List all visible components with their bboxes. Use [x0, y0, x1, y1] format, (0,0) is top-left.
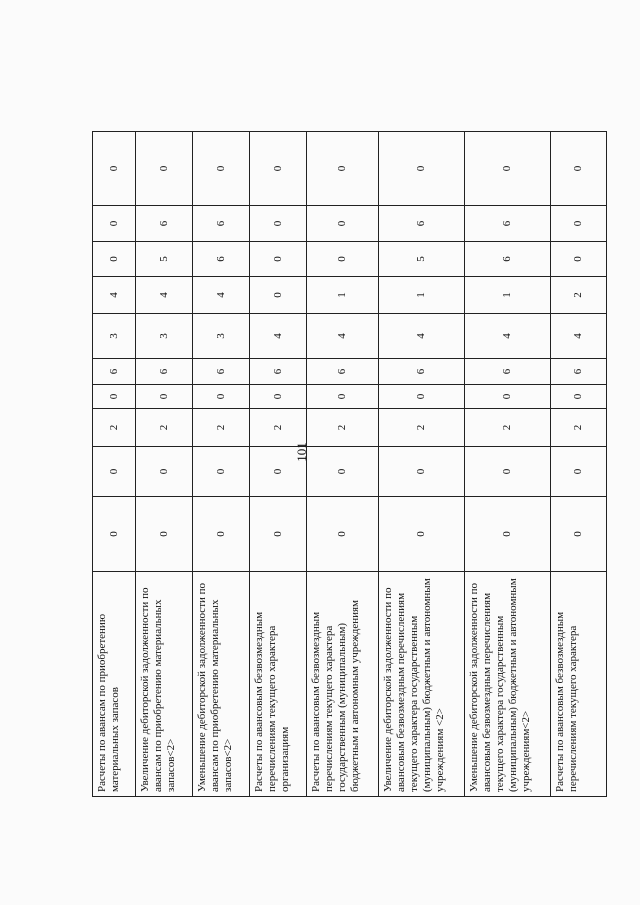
code-digit-cell: 6: [465, 242, 551, 277]
account-name-cell: Уменьшение дебиторской задолженности по авансам по приобретению материальных запасов<2>: [193, 572, 250, 797]
code-digit-cell: 6: [250, 359, 307, 385]
code-digit-cell: 5: [136, 242, 193, 277]
code-digit-cell: 6: [465, 206, 551, 242]
code-digit-cell: 6: [93, 359, 136, 385]
table-row: [93, 132, 136, 797]
code-digit-cell: 2: [307, 409, 379, 447]
code-digit-cell: 0: [193, 132, 250, 206]
code-digit-cell: 6: [193, 242, 250, 277]
account-name-cell: Расчеты по авансам по приобретению материальных запасов: [93, 572, 136, 797]
code-digit-cell: 0: [93, 385, 136, 409]
table-row: [136, 132, 193, 797]
accounts-table: [92, 131, 607, 797]
code-digit-cell: 3: [136, 314, 193, 359]
code-digit-cell: 0: [250, 132, 307, 206]
code-digit-cell: 6: [379, 206, 465, 242]
code-digit-cell: 2: [465, 409, 551, 447]
code-digit-cell: 0: [307, 242, 379, 277]
code-digit-cell: 0: [551, 206, 607, 242]
code-digit-cell: 6: [136, 359, 193, 385]
code-digit-cell: 0: [551, 242, 607, 277]
code-digit-cell: 0: [136, 132, 193, 206]
code-digit-cell: 0: [93, 206, 136, 242]
code-digit-cell: 0: [379, 385, 465, 409]
code-digit-cell: 0: [93, 242, 136, 277]
table-row: [465, 132, 551, 797]
code-digit-cell: 0: [307, 497, 379, 572]
table-row: [250, 132, 307, 797]
table-row: [551, 132, 607, 797]
code-digit-cell: 0: [551, 447, 607, 497]
code-digit-cell: 4: [551, 314, 607, 359]
code-digit-cell: 2: [250, 409, 307, 447]
table-container: [92, 132, 606, 797]
account-name-cell: Увеличение дебиторской задолженности по авансам по приобретению материальных запасов<2>: [136, 572, 193, 797]
account-name-cell: Расчеты по авансовым безвозмездным перечислениям текущего характера: [551, 572, 607, 797]
code-digit-cell: 0: [93, 447, 136, 497]
code-digit-cell: 2: [136, 409, 193, 447]
table-row: [193, 132, 250, 797]
code-digit-cell: 0: [250, 242, 307, 277]
code-digit-cell: 0: [136, 385, 193, 409]
code-digit-cell: 0: [193, 497, 250, 572]
code-digit-cell: 4: [193, 277, 250, 314]
account-name-cell: Расчеты по авансовым безвозмездным перечислениям текущего характера организациям: [250, 572, 307, 797]
code-digit-cell: 6: [551, 359, 607, 385]
code-digit-cell: 4: [465, 314, 551, 359]
code-digit-cell: 4: [93, 277, 136, 314]
account-name-cell: Уменьшение дебиторской задолженности по авансовым безвозмездным перечислениям текущего характера государственным (муниципальным) бюджетным и автономным учреждениям<2>: [465, 572, 551, 797]
code-digit-cell: 0: [379, 497, 465, 572]
code-digit-cell: 5: [379, 242, 465, 277]
code-digit-cell: 2: [193, 409, 250, 447]
table-body: [93, 132, 607, 797]
page-number: 101: [294, 442, 309, 462]
code-digit-cell: 6: [465, 359, 551, 385]
code-digit-cell: 3: [93, 314, 136, 359]
code-digit-cell: 6: [136, 206, 193, 242]
code-digit-cell: 3: [193, 314, 250, 359]
code-digit-cell: 0: [551, 497, 607, 572]
code-digit-cell: 0: [307, 206, 379, 242]
code-digit-cell: 0: [465, 385, 551, 409]
code-digit-cell: 0: [93, 497, 136, 572]
code-digit-cell: 0: [551, 385, 607, 409]
code-digit-cell: 0: [465, 447, 551, 497]
code-digit-cell: 0: [250, 277, 307, 314]
code-digit-cell: 6: [307, 359, 379, 385]
code-digit-cell: 0: [307, 132, 379, 206]
code-digit-cell: 4: [379, 314, 465, 359]
code-digit-cell: 1: [379, 277, 465, 314]
code-digit-cell: 0: [250, 385, 307, 409]
code-digit-cell: 2: [93, 409, 136, 447]
code-digit-cell: 2: [551, 409, 607, 447]
code-digit-cell: 6: [379, 359, 465, 385]
code-digit-cell: 4: [136, 277, 193, 314]
code-digit-cell: 0: [136, 447, 193, 497]
code-digit-cell: 0: [465, 497, 551, 572]
code-digit-cell: 6: [193, 206, 250, 242]
code-digit-cell: 1: [465, 277, 551, 314]
code-digit-cell: 0: [93, 132, 136, 206]
account-name-cell: Расчеты по авансовым безвозмездным перечислениям текущего характера государственным (муниципальным) бюджетным и автономным учреждениям: [307, 572, 379, 797]
code-digit-cell: 4: [307, 314, 379, 359]
code-digit-cell: 0: [551, 132, 607, 206]
code-digit-cell: 0: [307, 385, 379, 409]
code-digit-cell: 0: [136, 497, 193, 572]
table-row: [307, 132, 379, 797]
code-digit-cell: 2: [379, 409, 465, 447]
table-row: [379, 132, 465, 797]
code-digit-cell: 0: [250, 447, 307, 497]
code-digit-cell: 0: [193, 447, 250, 497]
code-digit-cell: 4: [250, 314, 307, 359]
code-digit-cell: 0: [250, 497, 307, 572]
code-digit-cell: 0: [193, 385, 250, 409]
code-digit-cell: 2: [551, 277, 607, 314]
code-digit-cell: 6: [193, 359, 250, 385]
code-digit-cell: 1: [307, 277, 379, 314]
account-name-cell: Увеличение дебиторской задолженности по авансовым безвозмездным перечислениям текущего характера государственным (муниципальным) бюджетным и автономным учреждениям <2>: [379, 572, 465, 797]
code-digit-cell: 0: [379, 447, 465, 497]
code-digit-cell: 0: [465, 132, 551, 206]
code-digit-cell: 0: [250, 206, 307, 242]
code-digit-cell: 0: [379, 132, 465, 206]
code-digit-cell: 0: [307, 447, 379, 497]
